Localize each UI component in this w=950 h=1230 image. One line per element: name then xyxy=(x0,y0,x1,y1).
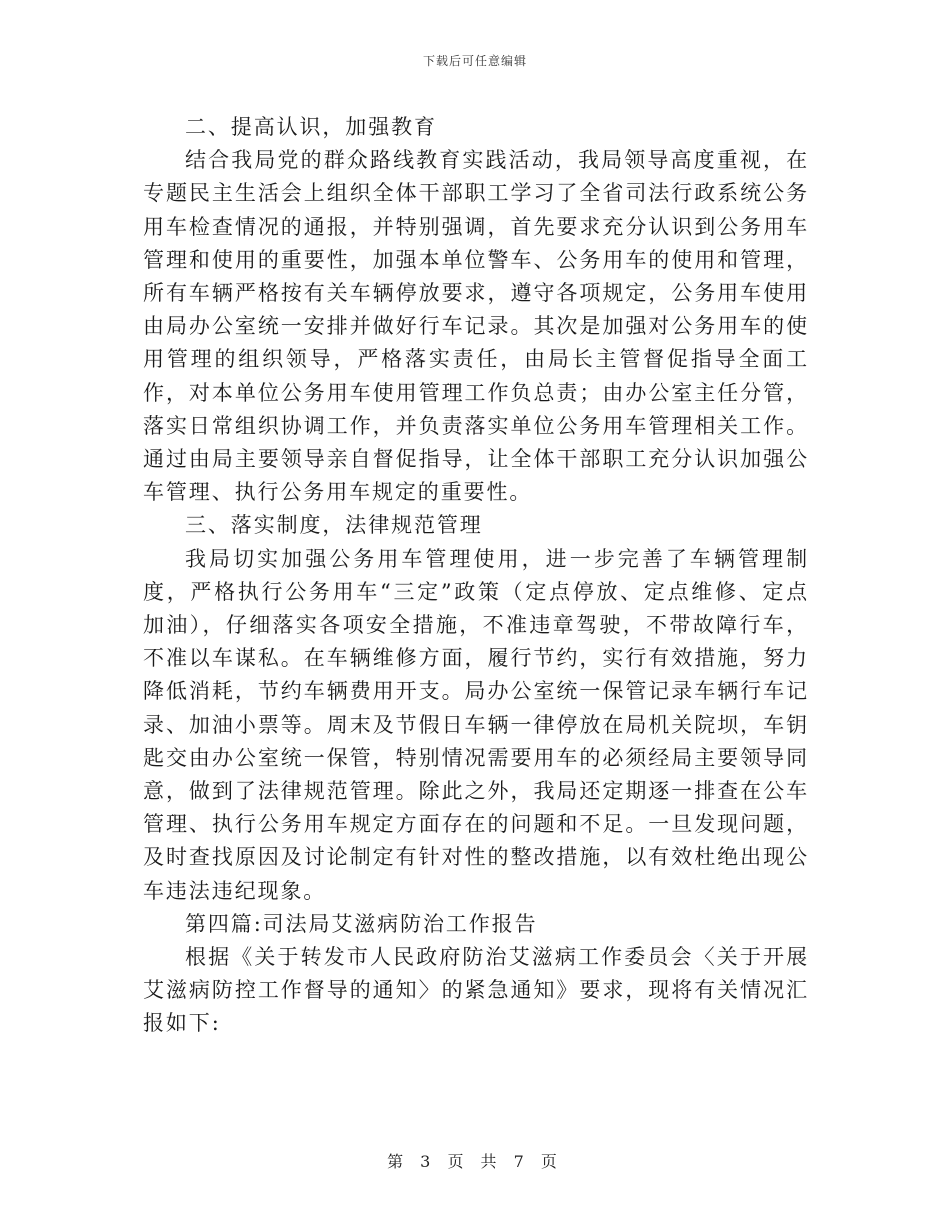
page-header-note: 下载后可任意编辑 xyxy=(422,54,527,68)
document-body xyxy=(143,111,809,1041)
section-heading-2: 二、提高认识，加强教育 xyxy=(185,115,437,139)
chapter-heading: 第四篇:司法局艾滋病防治工作报告 xyxy=(185,911,538,936)
section-heading-3: 三、落实制度，法律规范管理 xyxy=(185,513,483,538)
paragraph: 根据《关于转发市人民政府防治艾滋病工作委员会〈关于开展艾滋病防控工作督导的通知〉的紧急通知》要求，现将有关情况汇报如下: xyxy=(143,945,809,1036)
paragraph: 我局切实加强公务用车管理使用，进一步完善了车辆管理制度，严格执行公务用车“三定”政策（定点停放、定点维修、定点加油），仔细落实各项安全措施，不准违章驾驶，不带故障行车，不准以车谋私。在车辆维修方面，履行节约，实行有效措施，努力降低消耗，节约车辆费用开支。局办公室统一保管记录车辆行车记录、加油小票等。周末及节假日车辆一律停放在局机关院坝，车钥匙交由办公室统一保管，特别情况需要用车的必须经局主要领导同意，做到了法律规范管理。除此之外，我局还定期逐一排查在公车管理、执行公务用车规定方面存在的问题和不足。一旦发现问题，及时查找原因及讨论制定有针对性的整改措施，以有效杜绝出现公车违法违纪现象。 xyxy=(143,546,809,903)
page-number: 第 3 页 共 7 页 xyxy=(387,1152,563,1171)
paragraph: 结合我局党的群众路线教育实践活动，我局领导高度重视，在专题民主生活会上组织全体干部职工学习了全省司法行政系统公务用车检查情况的通报，并特别强调，首先要求充分认识到公务用车管理和使用的重要性，加强本单位警车、公务用车的使用和管理，所有车辆严格按有关车辆停放要求，遵守各项规定，公务用车使用由局办公室统一安排并做好行车记录。其次是加强对公务用车的使用管理的组织领导，严格落实责任，由局长主管督促指导全面工作，对本单位公务用车使用管理工作负总责；由办公室主任分管，落实日常组织协调工作，并负责落实单位公务用车管理相关工作。通过由局主要领导亲自督促指导，让全体干部职工充分认识加强公车管理、执行公务用车规定的重要性。 xyxy=(143,148,809,505)
